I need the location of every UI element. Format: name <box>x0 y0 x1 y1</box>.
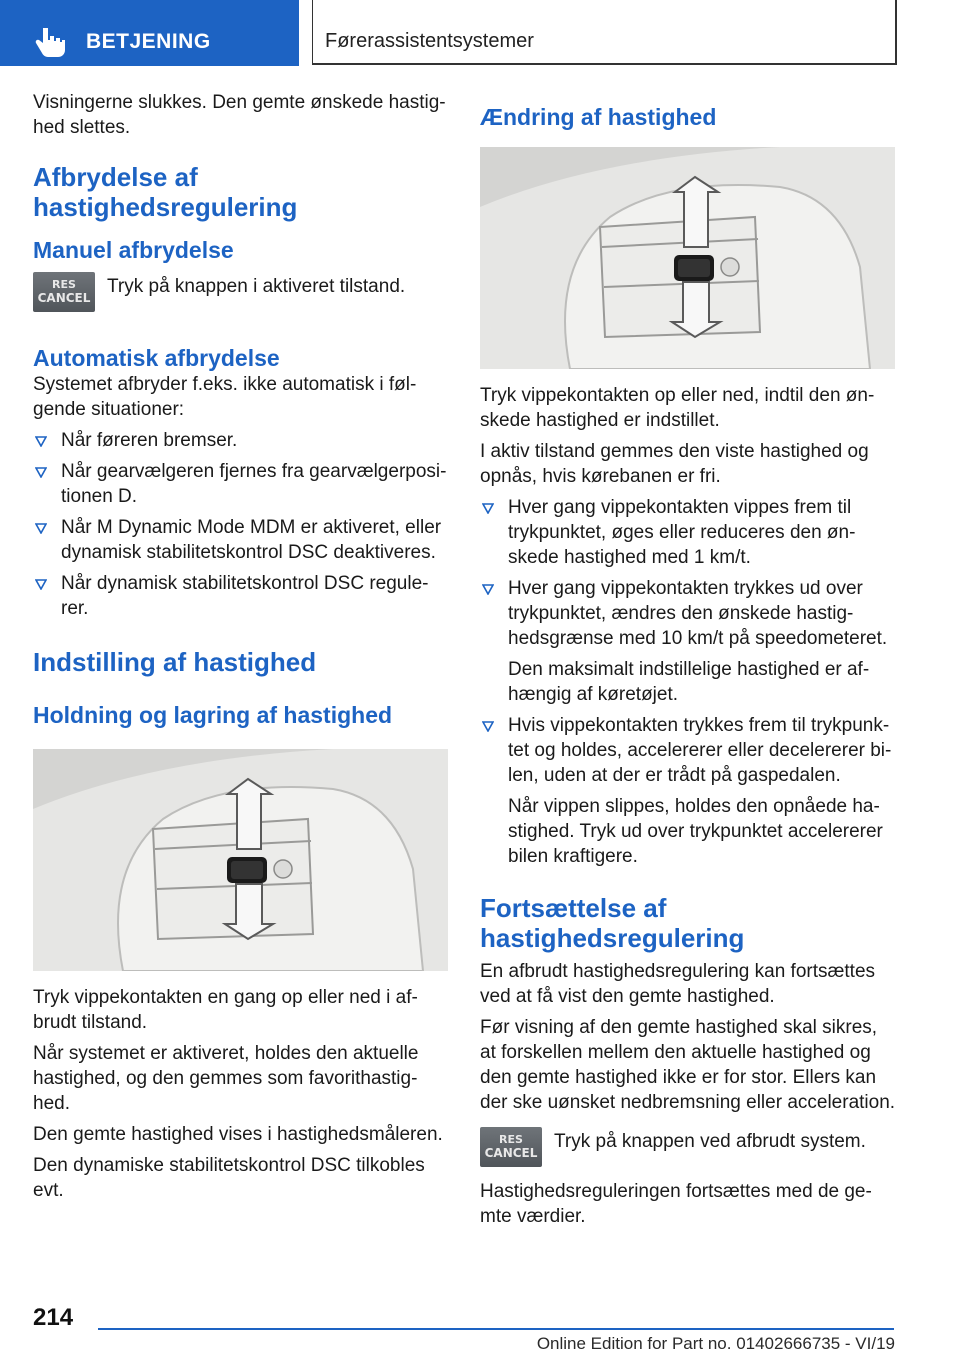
list-item <box>480 713 897 869</box>
res-cancel-bottom-text: CANCEL <box>37 291 91 305</box>
triangle-bullet-icon <box>35 523 47 534</box>
steering-wheel-illustration <box>33 749 448 971</box>
intro-paragraph: Visningerne slukkes. Den gemte ønskede hastig-hed slettes. <box>33 92 446 138</box>
paragraph: Den gemte hastighed vises i hastighedsmåleren. <box>33 1124 443 1145</box>
automatisk-text: Systemet afbryder f.eks. ikke automatisk i føl-gende situationer: <box>33 374 417 420</box>
heading-afbrydelse: Afbrydelse af hastighedsregulering <box>33 162 298 222</box>
steering-switch-photo <box>33 749 448 971</box>
res-cancel-button-icon <box>480 1127 542 1167</box>
resume-row <box>480 1127 897 1167</box>
heading-holdning: Holdning og lagring af hastighed <box>33 702 393 728</box>
page-header <box>0 0 960 66</box>
list-item <box>33 459 448 509</box>
triangle-bullet-icon <box>482 721 494 732</box>
paragraph: Den dynamiske stabilitetskontrol DSC tilkobles evt. <box>33 1155 425 1201</box>
list-item <box>33 428 448 453</box>
paragraph: Tryk vippekontakten en gang op eller ned i af-brudt tilstand. <box>33 987 418 1033</box>
resume-text: Tryk på knappen ved afbrudt system. <box>554 1131 866 1152</box>
manuel-row <box>33 272 448 312</box>
steering-switch-photo <box>480 147 895 369</box>
footer-divider <box>98 1328 894 1330</box>
triangle-bullet-icon <box>35 467 47 478</box>
paragraph: Tryk vippekontakten op eller ned, indtil den øn-skede hastighed er indstillet. <box>480 385 875 431</box>
right-bullet-list <box>480 495 897 869</box>
triangle-bullet-icon <box>35 436 47 447</box>
left-column <box>33 90 448 1203</box>
chapter-tab <box>0 0 299 66</box>
section-label: Førerassistentsystemer <box>325 30 534 52</box>
heading-indstilling: Indstilling af hastighed <box>33 647 317 677</box>
list-item-text: Når gearvælgeren fjernes fra gearvælgerposi-tionen D. <box>61 461 447 507</box>
holdning-paragraphs <box>33 985 448 1203</box>
chapter-label: BETJENING <box>86 30 211 53</box>
heading-automatisk: Automatisk afbrydelse <box>33 345 280 371</box>
right-column <box>480 90 897 1229</box>
fortsaettelse-paragraphs <box>480 959 897 1115</box>
paragraph: I aktiv tilstand gemmes den viste hastighed og opnås, hvis kørebanen er fri. <box>480 441 869 487</box>
manuel-text: Tryk på knappen i aktiveret tilstand. <box>107 276 406 297</box>
list-item-text: Hvis vippekontakten trykkes frem til trykpunk-tet og holdes, accelererer eller decelererer bi-len, uden at der er trådt på gaspedalen. <box>508 715 892 786</box>
list-item-text: Når føreren bremser. <box>61 430 238 451</box>
page-number: 214 <box>33 1304 74 1331</box>
triangle-bullet-icon <box>35 579 47 590</box>
triangle-bullet-icon <box>482 503 494 514</box>
res-cancel-bottom-text: CANCEL <box>484 1146 538 1160</box>
heading-aendring: Ændring af hastighed <box>480 104 717 130</box>
hand-pointer-icon <box>34 24 68 58</box>
heading-manuel: Manuel afbrydelse <box>33 237 234 263</box>
list-item <box>480 495 897 570</box>
list-item-text: Når M Dynamic Mode MDM er aktiveret, eller dynamisk stabilitetskontrol DSC deaktiveres. <box>61 517 442 563</box>
final-paragraph: Hastighedsreguleringen fortsættes med de ge-mte værdier. <box>480 1181 872 1227</box>
aendring-paragraphs <box>480 383 897 489</box>
paragraph: Når systemet er aktiveret, holdes den aktuelle hastighed, og den gemmes som favorithastig-hed. <box>33 1043 419 1114</box>
heading-fortsaettelse: Fortsættelse af hastighedsregulering <box>480 893 745 953</box>
section-tab <box>312 0 897 65</box>
list-item-text: Hver gang vippekontakten trykkes ud over trykpunktet, ændres den ønskede hastig-hedsgrænse med 10 km/t på speedometeret. <box>508 578 888 649</box>
steering-wheel-illustration <box>480 147 895 369</box>
list-item <box>33 571 448 621</box>
triangle-bullet-icon <box>482 584 494 595</box>
list-item <box>480 576 897 707</box>
res-cancel-button-icon <box>33 272 95 312</box>
edition-text: Online Edition for Part no. 01402666735 - VI/19 <box>536 1334 895 1353</box>
paragraph: Før visning af den gemte hastighed skal sikres, at forskellen mellem den aktuelle hastighed og den gemte hastighed ikke er for stor. Ellers kan der ske uønsket nedbremsning eller acceleration. <box>480 1017 896 1113</box>
res-cancel-top-text: RES <box>52 278 76 291</box>
list-item-subtext: Når vippen slippes, holdes den opnåede ha-stighed. Tryk ud over trykpunktet accelererer bilen kraftigere. <box>508 796 883 867</box>
res-cancel-top-text: RES <box>499 1133 523 1146</box>
list-item-subtext: Den maksimalt indstillelige hastighed er af-hængig af køretøjet. <box>508 659 870 705</box>
left-bullet-list <box>33 428 448 621</box>
list-item-text: Når dynamisk stabilitetskontrol DSC regule-rer. <box>61 573 429 619</box>
list-item <box>33 515 448 565</box>
list-item-text: Hver gang vippekontakten vippes frem til trykpunktet, øges eller reduceres den øn-skede hastighed med 1 km/t. <box>508 497 856 568</box>
paragraph: En afbrudt hastighedsregulering kan fortsættes ved at få vist den gemte hastighed. <box>480 961 876 1007</box>
